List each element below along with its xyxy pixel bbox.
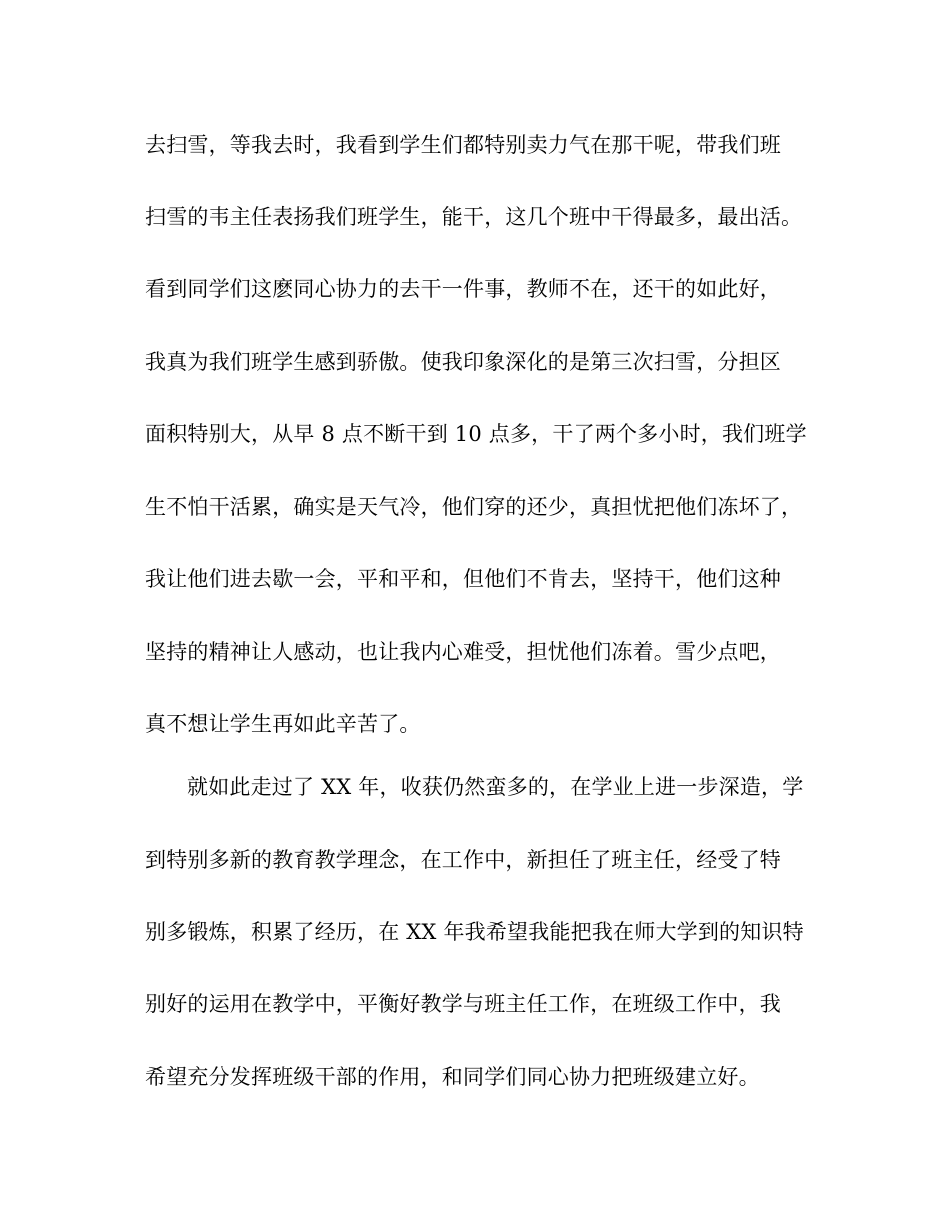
text-line: 到特别多新的教育教学理念，在工作中，新担任了班主任，经受了特 [145,848,781,872]
text-line: 希望充分发挥班级干部的作用，和同学们同心协力把班级建立好。 [145,1065,760,1089]
paragraph-first-line: 就如此走过了 XX 年，收获仍然蛮多的，在学业上进一步深造，学 [187,775,804,799]
text-line: 我真为我们班学生感到骄傲。使我印象深化的是第三次扫雪，分担区 [145,350,781,374]
text-line: 扫雪的韦主任表扬我们班学生，能干，这几个班中干得最多，最出活。 [145,205,803,229]
text-line: 真不想让学生再如此辛苦了。 [145,712,421,736]
text-line: 生不怕干活累，确实是天气冷，他们穿的还少，真担忧把他们冻坏了， [145,495,803,519]
text-line: 去扫雪，等我去时，我看到学生们都特别卖力气在那干呢，带我们班 [145,133,781,157]
text-line: 坚持的精神让人感动，也让我内心难受，担忧他们冻着。雪少点吧， [145,640,781,664]
text-line: 别多锻炼，积累了经历，在 XX 年我希望我能把我在师大学到的知识特 [145,920,804,944]
text-line: 面积特别大，从早 8 点不断干到 10 点多，干了两个多小时，我们班学 [145,422,807,446]
text-line: 看到同学们这麽同心协力的去干一件事，教师不在，还干的如此好， [145,277,781,301]
text-line: 我让他们进去歇一会，平和平和，但他们不肯去，坚持干，他们这种 [145,567,781,591]
text-line: 别好的运用在教学中，平衡好教学与班主任工作，在班级工作中，我 [145,992,781,1016]
